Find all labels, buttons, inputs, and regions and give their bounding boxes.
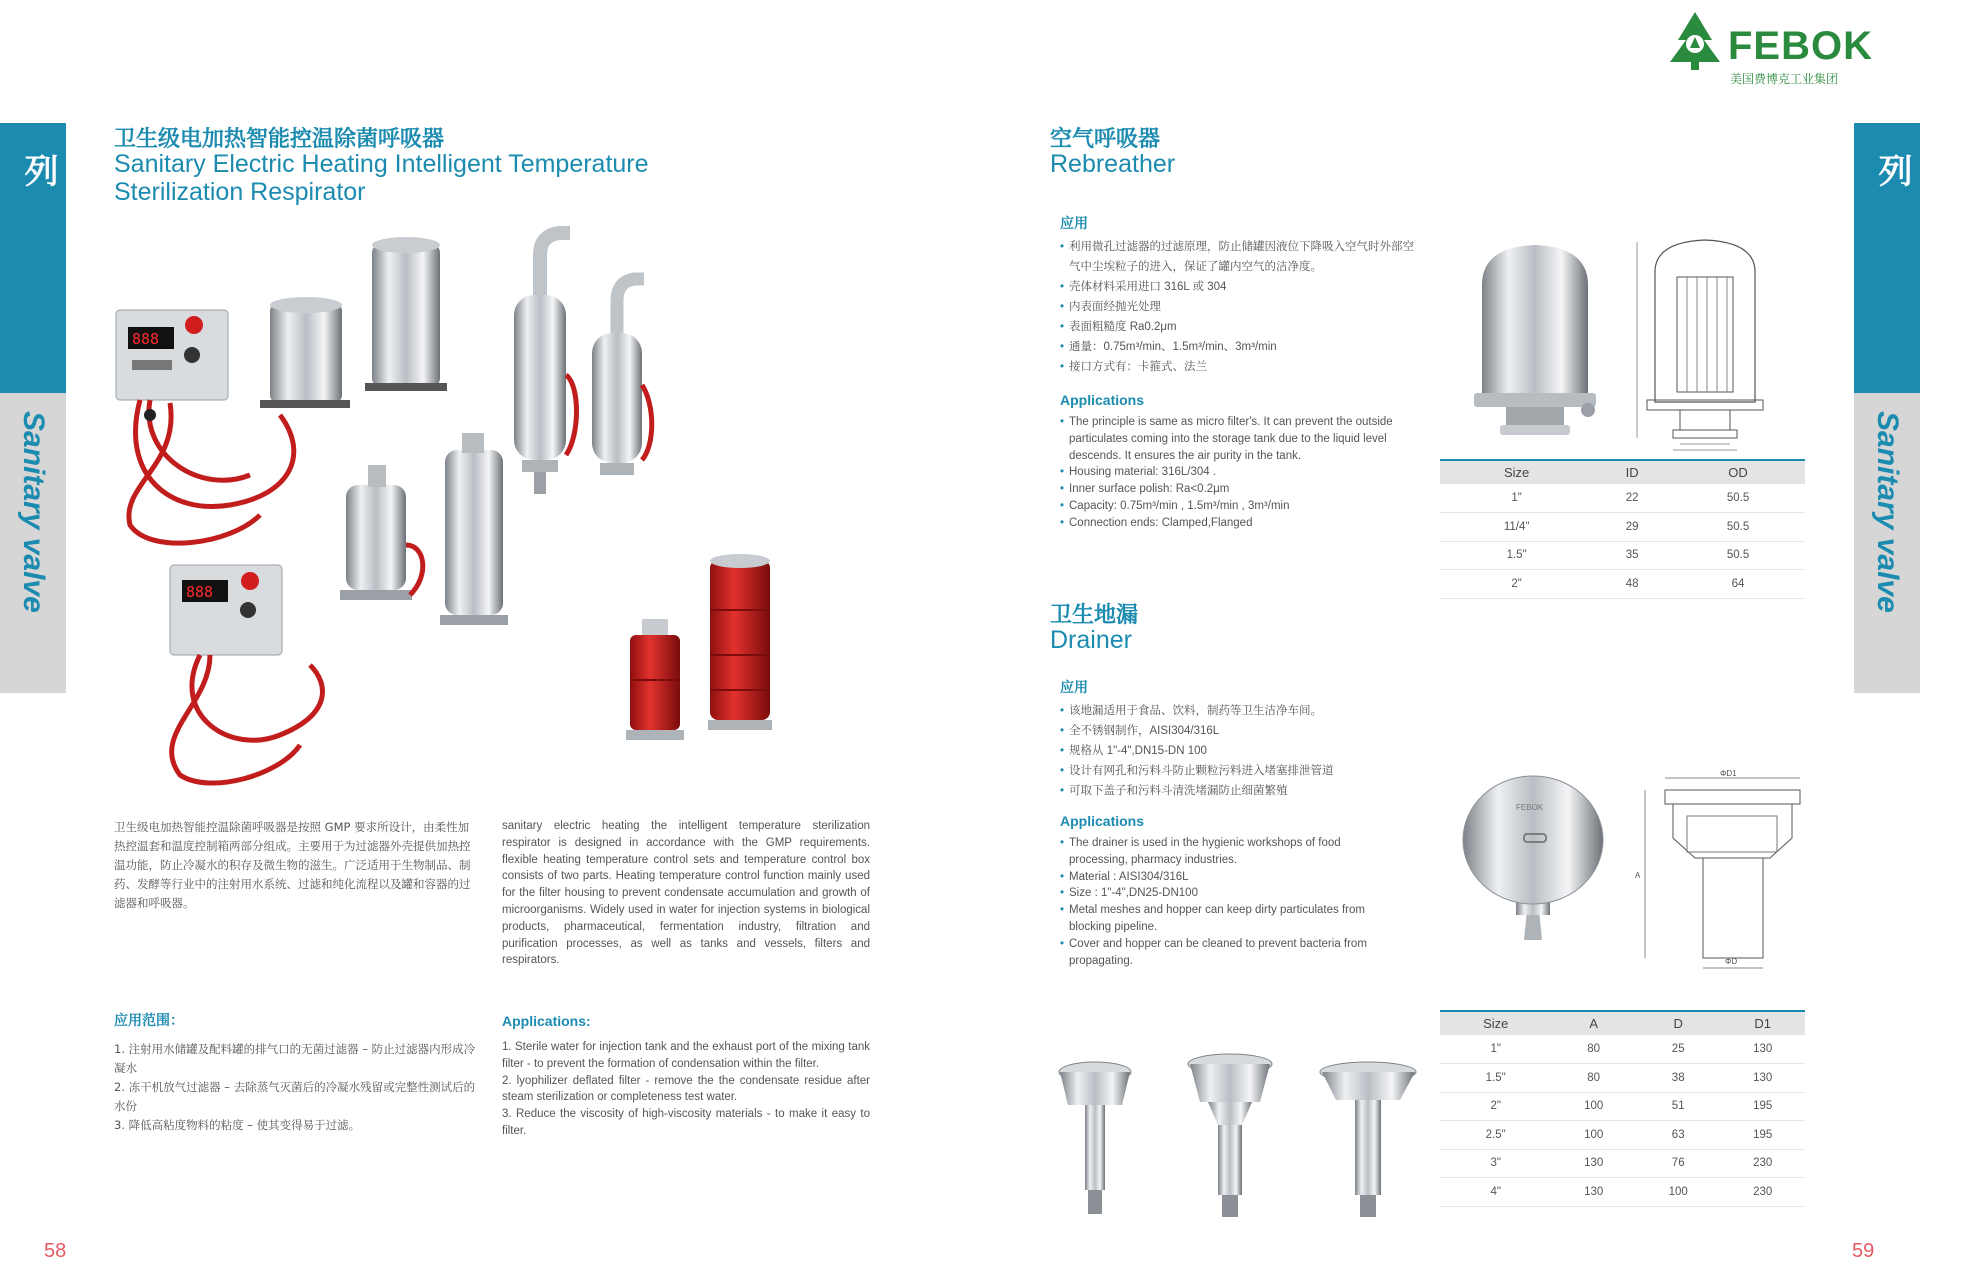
left-desc-en: sanitary electric heating the intelligent temperature sterilization respirator is designed in accordance with the GMP requirements. flexible heating temperature control sets and temperature control box consists of two parts. Heating temperature control function mainly used for the filter housing to prevent condensate accumulation and growth of microorganisms. Widely used in water for injection systems in biological products, pharmaceutical, fermentation industry, filtration and purification processes, as well as tanks and vessels, filters and respirators. xyxy=(502,820,870,967)
table-cell: 25 xyxy=(1636,1035,1721,1064)
table-cell: 1" xyxy=(1440,1035,1551,1064)
drainer-technical-drawing xyxy=(1625,768,1815,978)
table-row xyxy=(1440,1178,1805,1207)
side-tab-right-cn-block xyxy=(1854,123,1961,393)
side-tab-right-en-text: Sanitary valve xyxy=(1871,411,1904,613)
drainer-apps-en-list xyxy=(1060,835,1400,969)
left-apps-en xyxy=(502,1013,870,1140)
table-header-row xyxy=(1440,460,1805,484)
rebreather-apps-cn-item: • 内表面经抛光处理 xyxy=(1060,297,1418,317)
rebreather-photo-illustration xyxy=(1460,235,1610,450)
drainer-apps-cn-list xyxy=(1060,701,1400,801)
table-cell: 51 xyxy=(1636,1092,1721,1121)
rebreather-apps-cn-item: • 通量：0.75m³/min、1.5m³/min、3m³/min xyxy=(1060,337,1418,357)
table-cell: 130 xyxy=(1720,1035,1805,1064)
left-apps-en-item-1: 1. Sterile water for injection tank and the exhaust port of the mixing tank filter - to prevent the formation of condensation within the filter. xyxy=(502,1041,870,1070)
drainer-cover-logo-text: FEBOK xyxy=(1516,803,1544,812)
table-cell: 35 xyxy=(1593,541,1671,570)
table-row xyxy=(1440,570,1805,599)
drainer-apps-cn-item: • 全不锈钢制作，AISI304/316L xyxy=(1060,721,1400,741)
table-header-cell: A xyxy=(1551,1011,1636,1035)
drainer-apps-en xyxy=(1060,813,1400,969)
table-header-cell: D xyxy=(1636,1011,1721,1035)
drainer-apps-cn-item: • 可取下盖子和污料斗清洗堵漏防止细菌繁殖 xyxy=(1060,781,1400,801)
side-tab-left-cn-block xyxy=(0,123,107,393)
drainer-apps-en-item: • Cover and hopper can be cleaned to prevent bacteria from propagating. xyxy=(1060,936,1400,970)
drainer-cover-photo xyxy=(1458,770,1608,950)
table-header-cell: ID xyxy=(1593,460,1671,484)
rebreather-spec-table xyxy=(1440,459,1805,599)
rebreather-apps-en-heading: Applications xyxy=(1060,392,1145,408)
drainer-apps-en-item: • Size : 1"-4",DN25-DN100 xyxy=(1060,885,1400,902)
drainer-apps-en-item: • The drainer is used in the hygienic workshops of food processing, pharmacy industries. xyxy=(1060,835,1400,869)
left-title-en xyxy=(114,150,734,206)
drainer-apps-en-item: • Metal meshes and hopper can keep dirty particulates from blocking pipeline. xyxy=(1060,902,1400,936)
table-cell: 230 xyxy=(1720,1149,1805,1178)
drainer-apps-cn-item: • 该地漏适用于食品、饮料，制药等卫生洁净车间。 xyxy=(1060,701,1400,721)
table-cell: 48 xyxy=(1593,570,1671,599)
left-apps-cn-item-2: 2. 冻干机放气过滤器 – 去除蒸气灭菌后的冷凝水残留或完整性测试后的水份 xyxy=(114,1080,476,1113)
page-number-left: 58 xyxy=(44,1240,67,1262)
side-tab-right xyxy=(1854,123,1961,693)
drainer-dim-a: A xyxy=(1635,871,1641,880)
table-header-cell: Size xyxy=(1440,460,1593,484)
left-apps-en-heading: Applications: xyxy=(502,1013,591,1029)
rebreather-apps-en-list xyxy=(1060,414,1420,532)
drainer-dim-d1: ΦD1 xyxy=(1720,769,1737,778)
drainer-variants-photo xyxy=(1050,1050,1430,1225)
table-cell: 195 xyxy=(1720,1092,1805,1121)
rebreather-technical-drawing xyxy=(1625,232,1775,452)
table-cell: 130 xyxy=(1551,1178,1636,1207)
table-row xyxy=(1440,484,1805,513)
table-row xyxy=(1440,1035,1805,1064)
table-cell: 100 xyxy=(1551,1092,1636,1121)
rebreather-title-cn: 空气呼吸器 xyxy=(1050,127,1161,152)
drainer-apps-cn-item: • 规格从 1"-4",DN15-DN 100 xyxy=(1060,741,1400,761)
side-tab-right-cn-text: 卫生级阀门系列 xyxy=(1872,153,1961,369)
drainer-apps-cn xyxy=(1060,677,1400,801)
side-tab-left xyxy=(0,123,107,693)
table-cell: 195 xyxy=(1720,1121,1805,1150)
table-cell: 2" xyxy=(1440,570,1593,599)
brand-name: FEBOK xyxy=(1728,24,1873,68)
table-cell: 64 xyxy=(1671,570,1805,599)
table-cell: 1.5" xyxy=(1440,541,1593,570)
tree-logo-icon xyxy=(1660,10,1730,72)
drainer-dim-d: ΦD xyxy=(1725,957,1738,966)
table-cell: 50.5 xyxy=(1671,541,1805,570)
rebreather-apps-cn-item: • 表面粗糙度 Ra0.2μm xyxy=(1060,317,1418,337)
rebreather-apps-cn-item: • 接口方式有：卡箍式、法兰 xyxy=(1060,357,1418,377)
rebreather-apps-en xyxy=(1060,392,1420,532)
left-title-cn: 卫生级电加热智能控温除菌呼吸器 xyxy=(114,127,445,152)
table-cell: 80 xyxy=(1551,1035,1636,1064)
left-desc-cn: 卫生级电加热智能控温除菌呼吸器是按照 GMP 要求所设计，由柔性加热控温套和温度控制箱两部分组成。主要用于为过滤器外壳提供加热控温功能，防止冷凝水的积存及微生物的滋生。广泛适用于生物制品、制药、发酵等行业中的注射用水系统、过滤和纯化流程以及罐和容器的过滤器和呼吸器。 xyxy=(114,820,471,910)
drainer-title-cn: 卫生地漏 xyxy=(1050,603,1139,628)
left-apps-cn-item-1: 1. 注射用水储罐及配料罐的排气口的无菌过滤器 – 防止过滤器内形成冷凝水 xyxy=(114,1042,476,1075)
table-cell: 4" xyxy=(1440,1178,1551,1207)
left-apps-cn xyxy=(114,1010,484,1135)
table-cell: 80 xyxy=(1551,1064,1636,1093)
table-cell: 230 xyxy=(1720,1178,1805,1207)
control-display-top: 888 xyxy=(132,330,160,348)
table-row xyxy=(1440,1092,1805,1121)
table-row xyxy=(1440,1149,1805,1178)
table-cell: 130 xyxy=(1551,1149,1636,1178)
left-title-en-line2: Sterilization Respirator xyxy=(114,178,366,206)
rebreather-apps-cn xyxy=(1060,213,1418,377)
rebreather-drawing-svg xyxy=(1625,232,1775,452)
table-row xyxy=(1440,1121,1805,1150)
rebreather-apps-en-item: • Capacity: 0.75m³/min , 1.5m³/min , 3m³/min xyxy=(1060,498,1420,515)
table-header-cell: Size xyxy=(1440,1011,1551,1035)
brand-subtitle: 美国费博克工业集团 xyxy=(1730,72,1839,86)
table-row xyxy=(1440,541,1805,570)
table-cell: 2.5" xyxy=(1440,1121,1551,1150)
side-tab-right-en-block xyxy=(1854,393,1920,693)
table-cell: 2" xyxy=(1440,1092,1551,1121)
left-title-en-line1: Sanitary Electric Heating Intelligent Temperature xyxy=(114,150,649,178)
left-apps-en-item-2: 2. lyophilizer deflated filter - remove the the condensate residue after steam sterilization or completeness test water. xyxy=(502,1074,870,1104)
drainer-apps-en-item: • Material : AISI304/316L xyxy=(1060,869,1400,886)
table-cell: 63 xyxy=(1636,1121,1721,1150)
rebreather-apps-cn-item: • 壳体材料采用进口 316L 或 304 xyxy=(1060,277,1418,297)
rebreather-photo xyxy=(1460,235,1610,450)
table-cell: 50.5 xyxy=(1671,513,1805,542)
table-row xyxy=(1440,513,1805,542)
rebreather-apps-cn-item: • 利用微孔过滤器的过滤原理，防止储罐因液位下降吸入空气时外部空气中尘埃粒子的进入，保证了罐内空气的洁净度。 xyxy=(1060,237,1418,277)
table-cell: 76 xyxy=(1636,1149,1721,1178)
rebreather-title-en: Rebreather xyxy=(1050,150,1176,178)
drainer-drawing-svg xyxy=(1625,768,1815,978)
table-cell: 3" xyxy=(1440,1149,1551,1178)
drainer-cover-illustration xyxy=(1458,770,1608,950)
table-row xyxy=(1440,1064,1805,1093)
left-apps-cn-item-3: 3. 降低高粘度物料的粘度 – 使其变得易于过滤。 xyxy=(114,1118,361,1132)
drainer-variants-illustration xyxy=(1050,1050,1430,1225)
respirator-product-photo xyxy=(110,215,830,795)
rebreather-apps-en-item: • Inner surface polish: Ra<0.2μm xyxy=(1060,481,1420,498)
drainer-title-en: Drainer xyxy=(1050,626,1132,654)
table-cell: 29 xyxy=(1593,513,1671,542)
respirator-illustration xyxy=(110,215,830,795)
page-number-right: 59 xyxy=(1852,1240,1875,1262)
brand-logo xyxy=(1660,10,1873,90)
table-header-cell: OD xyxy=(1671,460,1805,484)
table-cell: 11/4" xyxy=(1440,513,1593,542)
drainer-apps-cn-item: • 设计有网孔和污料斗防止颗粒污料进入堵塞排泄管道 xyxy=(1060,761,1400,781)
side-tab-left-en-text: Sanitary valve xyxy=(17,411,50,613)
rebreather-apps-cn-heading: 应用 xyxy=(1060,216,1088,232)
control-display-bottom: 888 xyxy=(186,583,214,601)
table-cell: 100 xyxy=(1551,1121,1636,1150)
side-tab-left-cn-text: 卫生级阀门系列 xyxy=(18,153,107,369)
drainer-apps-en-heading: Applications xyxy=(1060,813,1145,829)
left-apps-cn-heading: 应用范围： xyxy=(114,1013,184,1029)
table-cell: 22 xyxy=(1593,484,1671,513)
left-apps-en-item-3: 3. Reduce the viscosity of high-viscosity materials - to make it easy to filter. xyxy=(502,1108,870,1137)
table-cell: 50.5 xyxy=(1671,484,1805,513)
drainer-spec-table xyxy=(1440,1010,1805,1207)
rebreather-apps-en-item: • Connection ends: Clamped,Flanged xyxy=(1060,515,1420,532)
rebreather-apps-en-item: • Housing material: 316L/304 . xyxy=(1060,464,1420,481)
table-header-cell: D1 xyxy=(1720,1011,1805,1035)
side-tab-left-en-block xyxy=(0,393,66,693)
table-cell: 38 xyxy=(1636,1064,1721,1093)
table-cell: 130 xyxy=(1720,1064,1805,1093)
table-header-row xyxy=(1440,1011,1805,1035)
rebreather-apps-cn-list xyxy=(1060,237,1418,377)
table-cell: 1" xyxy=(1440,484,1593,513)
rebreather-apps-en-item: • The principle is same as micro filter's. It can prevent the outside particulates coming into the storage tank due to the liquid level descends. It ensures the air purity in the tank. xyxy=(1060,414,1420,464)
table-cell: 1.5" xyxy=(1440,1064,1551,1093)
drainer-apps-cn-heading: 应用 xyxy=(1060,680,1088,696)
table-cell: 100 xyxy=(1636,1178,1721,1207)
